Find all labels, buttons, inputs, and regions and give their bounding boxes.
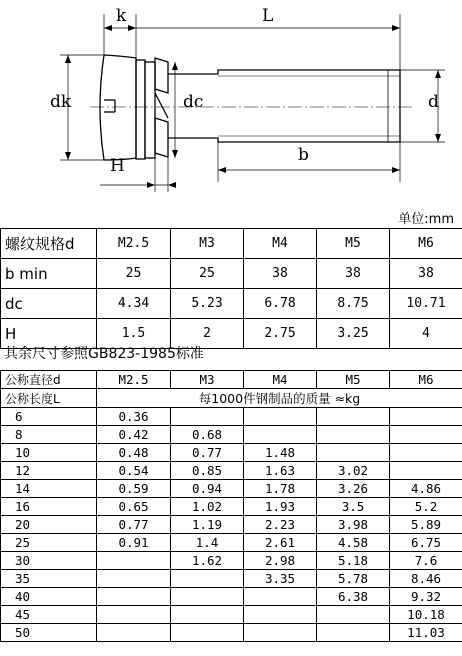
- mass-cell: [244, 408, 317, 426]
- mass-cell: 5.89: [390, 516, 462, 534]
- length-cell: 35: [1, 570, 97, 588]
- standard-note: 其余尺寸参照GB823-1985标准: [4, 346, 204, 362]
- mass-cell: [171, 588, 244, 606]
- mass-cell: [317, 408, 390, 426]
- length-cell: 45: [1, 606, 97, 624]
- mass-cell: [244, 426, 317, 444]
- length-cell: 8: [1, 426, 97, 444]
- row-header: b min: [1, 259, 97, 289]
- table-cell: 10.71: [390, 289, 462, 319]
- mass-cell: 1.48: [244, 444, 317, 462]
- table-row: [1, 516, 462, 534]
- mass-cell: 5.78: [317, 570, 390, 588]
- mass-cell: 11.03: [390, 624, 462, 642]
- length-cell: 12: [1, 462, 97, 480]
- mass-cell: 3.35: [244, 570, 317, 588]
- mass-cell: 2.61: [244, 534, 317, 552]
- table-cell: 38: [390, 259, 462, 289]
- mass-cell: [171, 408, 244, 426]
- mass-cell: 2.23: [244, 516, 317, 534]
- mass-cell: [97, 606, 171, 624]
- table-row: [1, 444, 462, 462]
- mass-cell: [390, 426, 462, 444]
- mass-cell: [390, 462, 462, 480]
- row-header: 螺纹规格d: [1, 229, 97, 259]
- dim-label-d: d: [428, 92, 439, 112]
- mass-cell: [317, 624, 390, 642]
- table-row: [1, 624, 462, 642]
- length-cell: 16: [1, 498, 97, 516]
- mass-cell: [317, 444, 390, 462]
- dim-label-dc: dc: [183, 92, 204, 112]
- mass-cell: 8.46: [390, 570, 462, 588]
- diameter-header: 公称直径d: [1, 371, 97, 389]
- mass-cell: 0.85: [171, 462, 244, 480]
- dim-label-b: b: [298, 145, 309, 165]
- table-cell: 25: [97, 259, 171, 289]
- mass-table: [0, 370, 462, 642]
- mass-cell: [171, 624, 244, 642]
- table-cell: 2: [171, 319, 244, 349]
- table-row: [1, 498, 462, 516]
- size-header: M4: [244, 371, 317, 389]
- mass-cell: 1.78: [244, 480, 317, 498]
- table-cell: M4: [244, 229, 317, 259]
- table-row: [1, 408, 462, 426]
- table-cell: 5.23: [171, 289, 244, 319]
- mass-cell: 0.42: [97, 426, 171, 444]
- mass-header-row: [1, 371, 462, 389]
- mass-cell: 2.98: [244, 552, 317, 570]
- length-header: 公称长度L: [1, 389, 97, 408]
- mass-cell: 1.02: [171, 498, 244, 516]
- mass-cell: 0.77: [97, 516, 171, 534]
- mass-cell: 3.02: [317, 462, 390, 480]
- size-header: M6: [390, 371, 462, 389]
- length-cell: 20: [1, 516, 97, 534]
- mass-cell: 0.54: [97, 462, 171, 480]
- length-cell: 14: [1, 480, 97, 498]
- table-row: [1, 259, 462, 289]
- mass-cell: 4.58: [317, 534, 390, 552]
- table-row: [1, 606, 462, 624]
- mass-cell: 0.68: [171, 426, 244, 444]
- table-row: [1, 426, 462, 444]
- unit-label: 单位:mm: [398, 212, 454, 227]
- mass-cell: [390, 444, 462, 462]
- length-cell: 25: [1, 534, 97, 552]
- mass-cell: 6.75: [390, 534, 462, 552]
- table-cell: 2.75: [244, 319, 317, 349]
- mass-cell: [97, 588, 171, 606]
- mass-cell: [317, 426, 390, 444]
- mass-cell: 0.94: [171, 480, 244, 498]
- dim-label-dk: dk: [50, 92, 72, 112]
- table-cell: 8.75: [317, 289, 390, 319]
- mass-cell: 7.6: [390, 552, 462, 570]
- mass-cell: 9.32: [390, 588, 462, 606]
- dim-label-H: H: [110, 156, 125, 176]
- mass-cell: 1.93: [244, 498, 317, 516]
- mass-cell: 6.38: [317, 588, 390, 606]
- mass-cell: 0.65: [97, 498, 171, 516]
- mass-cell: 3.98: [317, 516, 390, 534]
- table-row: [1, 480, 462, 498]
- length-cell: 40: [1, 588, 97, 606]
- mass-cell: 3.26: [317, 480, 390, 498]
- table-cell: 4: [390, 319, 462, 349]
- mass-cell: [171, 570, 244, 588]
- mass-cell: 1.63: [244, 462, 317, 480]
- mass-cell: 0.59: [97, 480, 171, 498]
- mass-cell: 0.36: [97, 408, 171, 426]
- mass-cell: [244, 588, 317, 606]
- table-row: [1, 552, 462, 570]
- table-row: [1, 229, 462, 259]
- mass-cell: [390, 408, 462, 426]
- size-header: M3: [171, 371, 244, 389]
- table-row: [1, 588, 462, 606]
- mass-cell: 1.4: [171, 534, 244, 552]
- dimension-table: [0, 228, 462, 349]
- row-header: H: [1, 319, 97, 349]
- mass-cell: 5.18: [317, 552, 390, 570]
- mass-cell: [97, 570, 171, 588]
- table-cell: 4.34: [97, 289, 171, 319]
- length-cell: 30: [1, 552, 97, 570]
- table-row: [1, 289, 462, 319]
- table-cell: M6: [390, 229, 462, 259]
- length-caption-row: [1, 389, 462, 408]
- table-cell: 38: [317, 259, 390, 289]
- mass-cell: [317, 606, 390, 624]
- table-cell: 1.5: [97, 319, 171, 349]
- table-cell: M5: [317, 229, 390, 259]
- mass-cell: 1.19: [171, 516, 244, 534]
- table-cell: 38: [244, 259, 317, 289]
- dim-label-L: L: [262, 6, 274, 26]
- table-row: [1, 462, 462, 480]
- mass-cell: [97, 552, 171, 570]
- mass-caption: 每1000件钢制品的质量 ≈kg: [97, 389, 462, 408]
- mass-cell: 1.62: [171, 552, 244, 570]
- row-header: dc: [1, 289, 97, 319]
- dim-label-k: k: [116, 6, 127, 26]
- mass-cell: 3.5: [317, 498, 390, 516]
- table-row: [1, 570, 462, 588]
- table-cell: M2.5: [97, 229, 171, 259]
- table-cell: 25: [171, 259, 244, 289]
- length-cell: 50: [1, 624, 97, 642]
- table-cell: 6.78: [244, 289, 317, 319]
- mass-cell: 0.77: [171, 444, 244, 462]
- mass-cell: [171, 606, 244, 624]
- mass-cell: [97, 624, 171, 642]
- mass-cell: 0.48: [97, 444, 171, 462]
- size-header: M2.5: [97, 371, 171, 389]
- mass-cell: [244, 606, 317, 624]
- mass-cell: 5.2: [390, 498, 462, 516]
- mass-cell: 10.18: [390, 606, 462, 624]
- table-cell: M3: [171, 229, 244, 259]
- mass-cell: 4.86: [390, 480, 462, 498]
- mass-cell: 0.91: [97, 534, 171, 552]
- size-header: M5: [317, 371, 390, 389]
- length-cell: 6: [1, 408, 97, 426]
- mass-cell: [244, 624, 317, 642]
- table-row: [1, 534, 462, 552]
- length-cell: 10: [1, 444, 97, 462]
- table-cell: 3.25: [317, 319, 390, 349]
